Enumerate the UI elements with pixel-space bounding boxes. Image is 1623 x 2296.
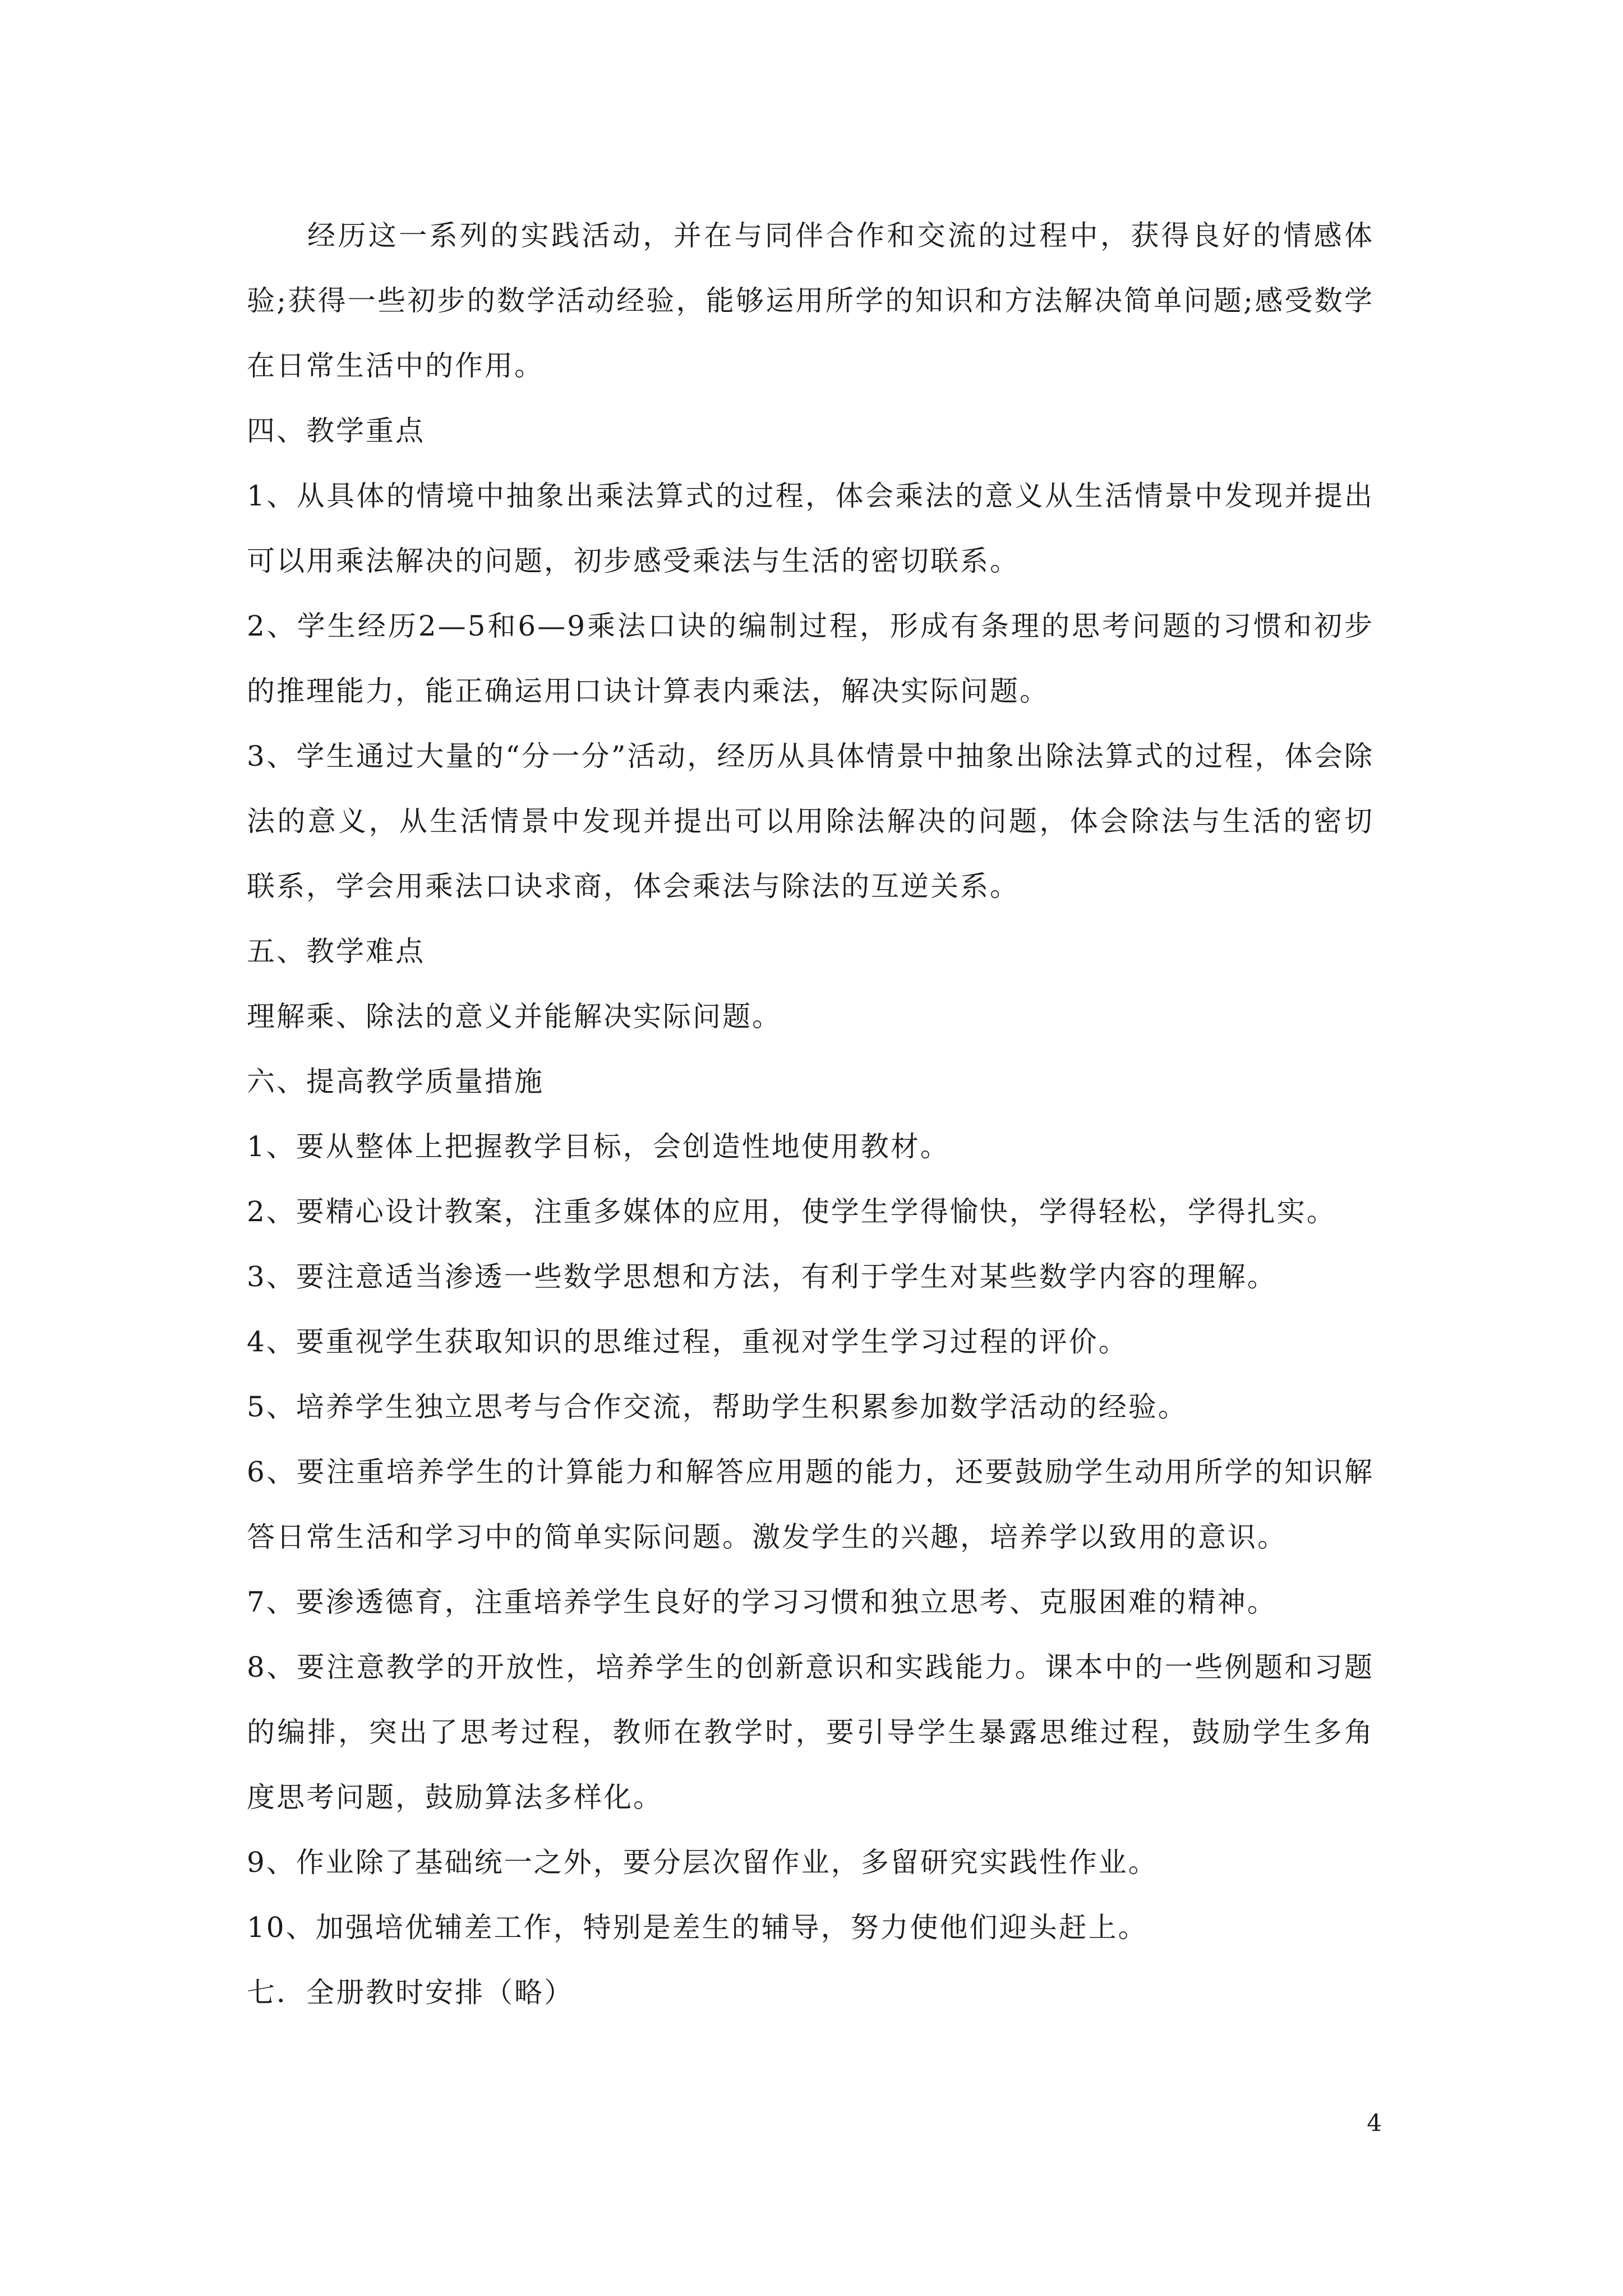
measure-item-4: 4、要重视学生获取知识的思维过程，重视对学生学习过程的评价。: [247, 1326, 1128, 1358]
page-number: 4: [1367, 2109, 1382, 2137]
measure-item-8: 8、要注意教学的开放性，培养学生的创新意识和实践能力。课本中的一些例题和习题的编排，突出了思考过程，教师在教学时，要引导学生暴露思维过程，鼓励学生多角度思考问题，鼓励算法多样化。: [247, 1651, 1374, 1814]
focus-item-1: 1、从具体的情境中抽象出乘法算式的过程，体会乘法的意义从生活情景中发现并提出可以用乘法解决的问题，初步感受乘法与生活的密切联系。: [247, 480, 1374, 577]
section-heading-teaching-difficulty: 五、教学难点: [247, 935, 425, 968]
measure-item-6: 6、要注重培养学生的计算能力和解答应用题的能力，还要鼓励学生动用所学的知识解答日常生活和学习中的简单实际问题。激发学生的兴趣，培养学以致用的意识。: [247, 1456, 1374, 1553]
measure-item-7: 7、要渗透德育，注重培养学生良好的学习习惯和独立思考、克服困难的精神。: [247, 1586, 1277, 1618]
focus-item-3: 3、学生通过大量的“分一分”活动，经历从具体情景中抽象出除法算式的过程，体会除法的意义，从生活情景中发现并提出可以用除法解决的问题，体会除法与生活的密切联系，学会用乘法口诀求商，体会乘法与除法的互逆关系。: [247, 740, 1374, 903]
measure-item-10: 10、加强培优辅差工作，特别是差生的辅导，努力使他们迎头赶上。: [247, 1911, 1148, 1944]
intro-paragraph: 经历这一系列的实践活动，并在与同伴合作和交流的过程中，获得良好的情感体验;获得一些初步的数学活动经验，能够运用所学的知识和方法解决简单问题;感受数学在日常生活中的作用。: [247, 219, 1374, 382]
measure-item-1: 1、要从整体上把握教学目标，会创造性地使用教材。: [247, 1130, 950, 1163]
section-heading-schedule: 七．全册教时安排（略）: [247, 1976, 574, 2009]
measure-item-9: 9、作业除了基础统一之外，要分层次留作业，多留研究实践性作业。: [247, 1846, 1158, 1879]
measure-item-5: 5、培养学生独立思考与合作交流，帮助学生积累参加数学活动的经验。: [247, 1391, 1188, 1423]
focus-item-2: 2、学生经历2—5和6—9乘法口诀的编制过程，形成有条理的思考问题的习惯和初步的推理能力，能正确运用口诀计算表内乘法，解决实际问题。: [247, 610, 1374, 707]
document-body: [247, 203, 1374, 2025]
section-heading-teaching-focus: 四、教学重点: [247, 415, 425, 447]
section-heading-quality-measures: 六、提高教学质量措施: [247, 1065, 544, 1098]
measure-item-3: 3、要注意适当渗透一些数学思想和方法，有利于学生对某些数学内容的理解。: [247, 1260, 1277, 1293]
difficulty-text: 理解乘、除法的意义并能解决实际问题。: [247, 1000, 782, 1033]
measure-item-2: 2、要精心设计教案，注重多媒体的应用，使学生学得愉快，学得轻松，学得扎实。: [247, 1195, 1336, 1228]
